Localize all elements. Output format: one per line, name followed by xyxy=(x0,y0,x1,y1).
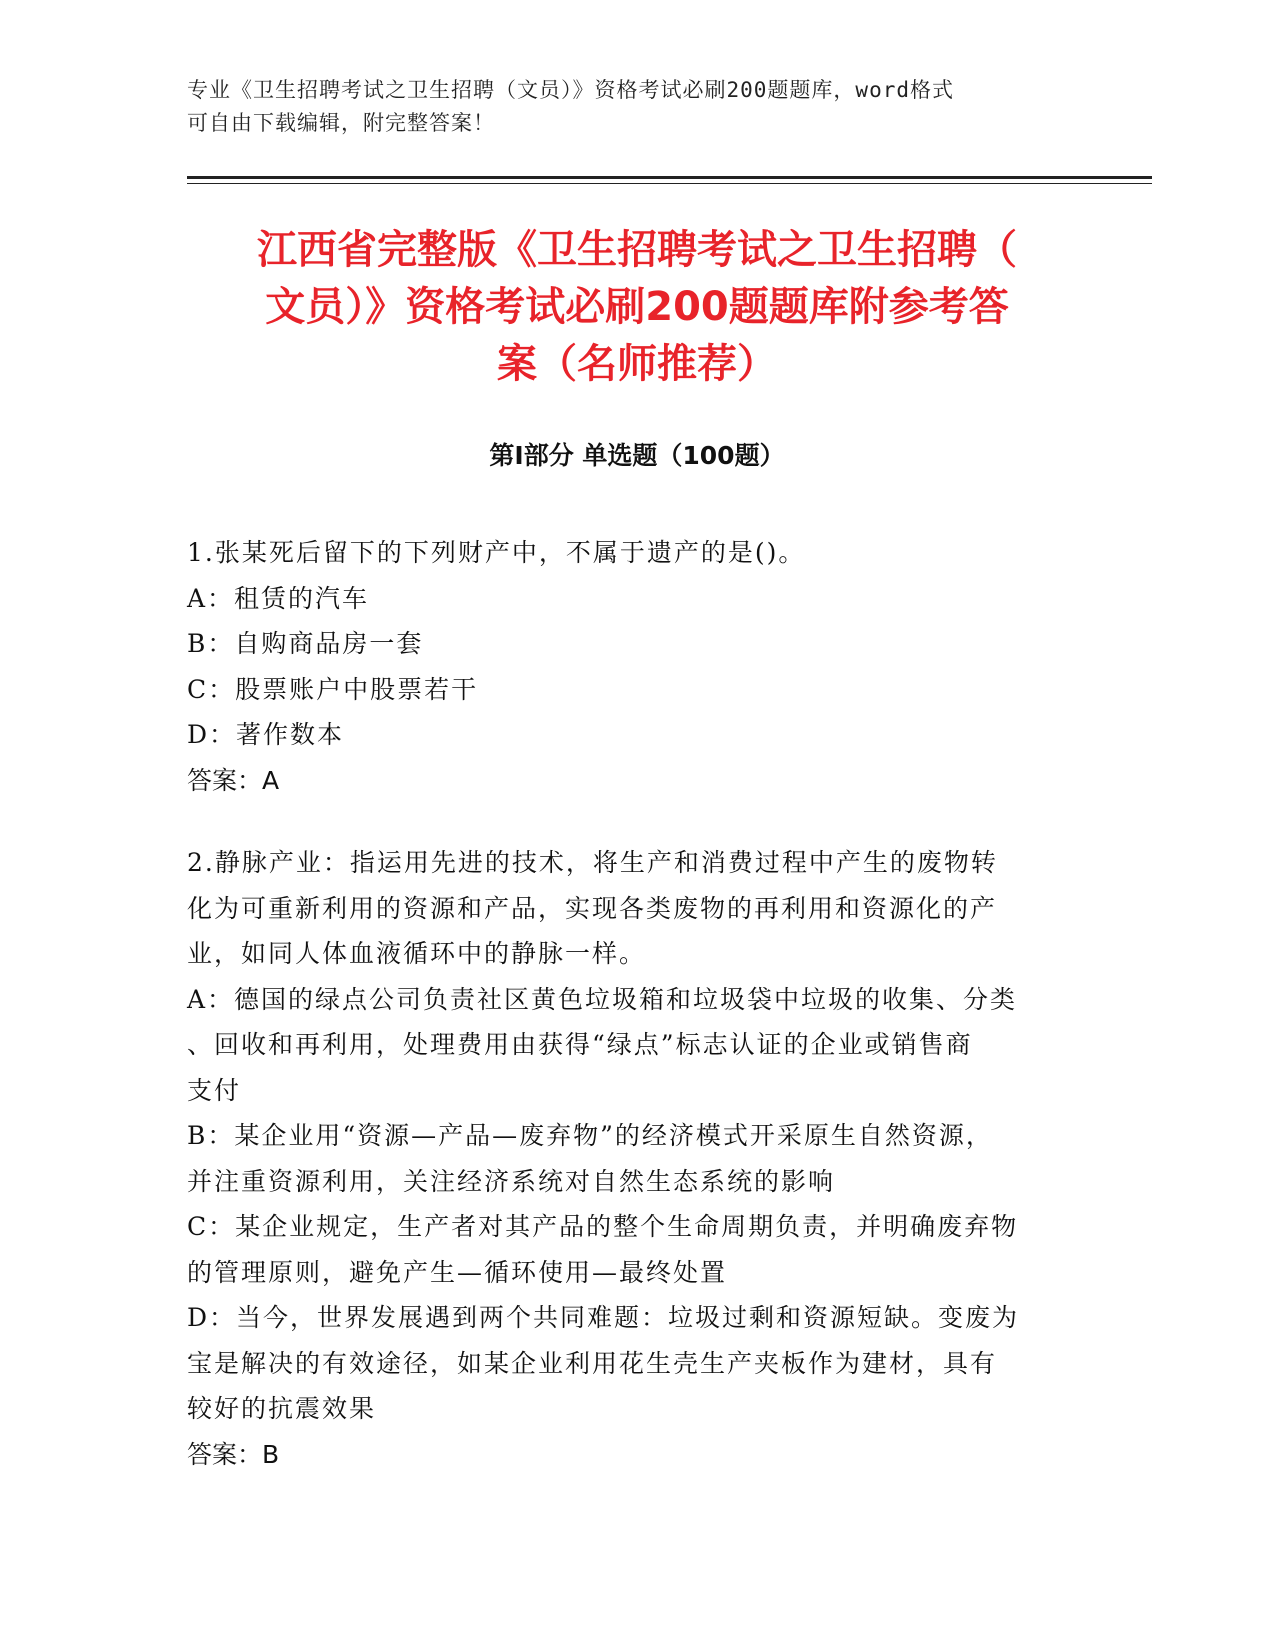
question-2 xyxy=(187,840,1087,1477)
option-d: D：著作数本 xyxy=(187,720,345,749)
option-c: C：股票账户中股票若干 xyxy=(187,674,479,704)
question-stem-line: 业，如同人体血液循环中的静脉一样。 xyxy=(187,939,647,968)
question-stem-line: 1.张某死后留下的下列财产中，不属于遗产的是()。 xyxy=(187,538,806,567)
header-note-line-1: 专业《卫生招聘考试之卫生招聘（文员）》资格考试必刷200题题库，word格式 xyxy=(187,78,954,102)
option-b: B：自购商品房一套 xyxy=(187,629,424,658)
document-title xyxy=(187,222,1087,393)
section-title: 第Ⅰ部分 单选题（100题） xyxy=(489,441,785,470)
answer-label: 答案：B xyxy=(187,1439,280,1469)
option-d-line: D：当今，世界发展遇到两个共同难题：垃圾过剩和资源短缺。变废为 xyxy=(187,1303,1020,1332)
header-note xyxy=(187,74,1087,140)
header-rule-thin xyxy=(187,183,1152,184)
document-title-line-1: 江西省完整版《卫生招聘考试之卫生招聘（ xyxy=(257,227,1017,273)
option-d-line: 较好的抗震效果 xyxy=(187,1394,377,1423)
option-b-line: B：某企业用“资源—产品—废弃物”的经济模式开采原生自然资源， xyxy=(187,1121,993,1150)
option-b-line: 并注重资源利用，关注经济系统对自然生态系统的影响 xyxy=(187,1166,836,1196)
header-rule-thick xyxy=(187,176,1152,179)
option-d-line: 宝是解决的有效途径，如某企业利用花生壳生产夹板作为建材，具有 xyxy=(187,1348,998,1378)
header-note-line-2: 可自由下载编辑，附完整答案！ xyxy=(187,111,495,135)
question-1 xyxy=(187,530,1087,803)
option-c-line: 的管理原则，避免产生—循环使用—最终处置 xyxy=(187,1257,728,1287)
answer-label: 答案：A xyxy=(187,765,280,795)
option-a: A：租赁的汽车 xyxy=(187,583,370,613)
option-a-line: A：德国的绿点公司负责社区黄色垃圾箱和垃圾袋中垃圾的收集、分类 xyxy=(187,984,1018,1014)
question-list xyxy=(187,530,1087,1514)
question-stem-line: 2.静脉产业：指运用先进的技术，将生产和消费过程中产生的废物转 xyxy=(187,848,998,877)
option-c-line: C：某企业规定，生产者对其产品的整个生命周期负责，并明确废弃物 xyxy=(187,1212,1019,1241)
document-title-line-2: 文员）》资格考试必刷200题题库附参考答 xyxy=(265,284,1009,330)
question-stem-line: 化为可重新利用的资源和产品，实现各类废物的再利用和资源化的产 xyxy=(187,893,998,923)
option-a-line: 支付 xyxy=(187,1075,242,1105)
document-title-line-3: 案（名师推荐） xyxy=(497,341,777,387)
option-a-line: 、回收和再利用，处理费用由获得“绿点”标志认证的企业或销售商 xyxy=(187,1030,973,1059)
